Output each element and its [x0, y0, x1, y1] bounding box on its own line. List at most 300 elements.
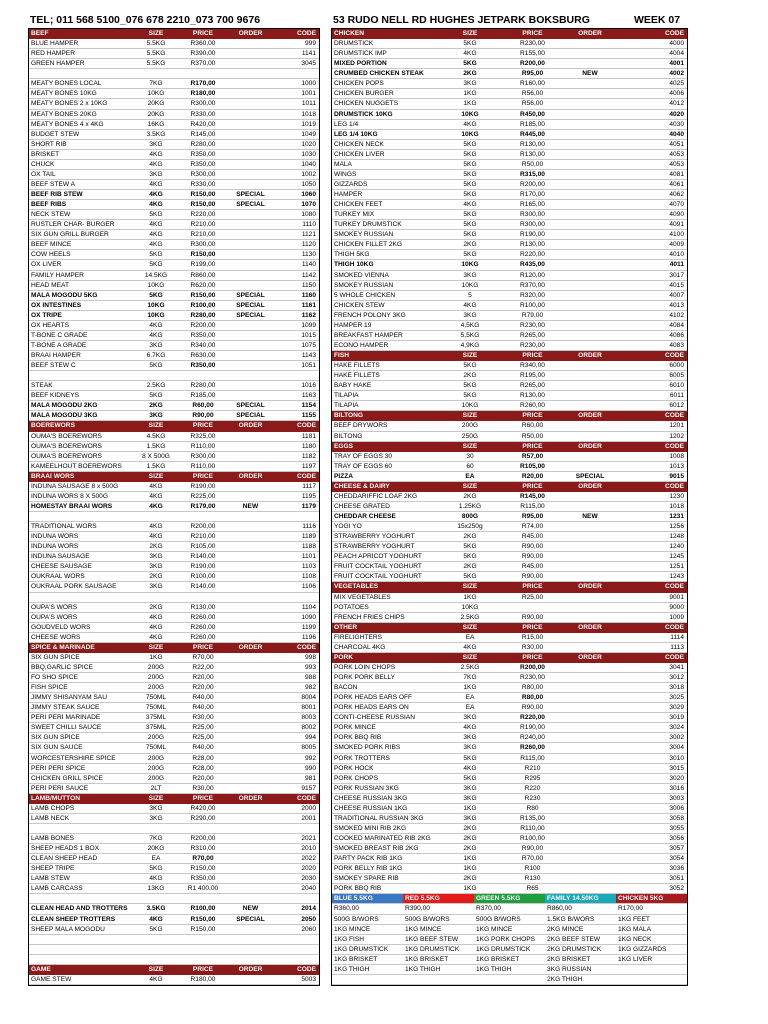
combo-content-item: 1KG FEET: [618, 915, 650, 923]
item-name: SHEEP MALA MOGODU: [31, 925, 105, 933]
item-order: [228, 774, 273, 783]
item-size: 3KG: [149, 341, 163, 349]
column-header: CODE: [296, 422, 316, 430]
item-size: 5KG: [149, 865, 163, 873]
item-order: [565, 633, 615, 642]
item-code: 1104: [301, 603, 316, 611]
item-order: [565, 844, 615, 853]
item-price: R220,00: [520, 714, 545, 722]
item-price: R300,00: [520, 211, 545, 219]
item-order: [228, 804, 273, 813]
item-price: R45,00: [521, 533, 544, 541]
blank-row: [29, 955, 319, 965]
item-order: [228, 361, 273, 370]
column-header: PRICE: [192, 965, 214, 973]
item-size: 200G: [147, 663, 165, 671]
item-order: [228, 512, 273, 521]
item-name: CHEESE RUSSIAN 3KG: [334, 794, 408, 802]
price-row: [29, 673, 319, 683]
combo-price: R860,00: [547, 905, 572, 913]
price-row: [332, 311, 687, 321]
item-size: 5KG: [463, 392, 477, 400]
item-price: R57,00: [521, 452, 544, 460]
item-price: R260,00: [190, 613, 216, 621]
item-size: 20KG: [147, 100, 165, 108]
item-code: 3016: [669, 784, 684, 792]
item-name: BRISKET: [31, 150, 60, 158]
item-size: 2KG: [463, 824, 477, 832]
price-row: [332, 210, 687, 220]
item-name: MALA: [334, 160, 352, 168]
item-price: R630,00: [190, 352, 216, 359]
item-name: [29, 371, 134, 380]
combo-content-item: 2KG BEEF STEW: [547, 935, 601, 943]
item-order: [228, 39, 273, 48]
item-code: 1070: [301, 201, 316, 209]
price-row: [332, 562, 687, 572]
item-price: R185,00: [520, 120, 545, 128]
column-header: PRICE: [192, 643, 214, 651]
item-order: [228, 230, 273, 239]
item-order: [565, 190, 615, 199]
item-name: INDUNA WORS: [31, 533, 79, 541]
item-order: [228, 281, 273, 290]
item-size: 5KG: [463, 362, 477, 370]
item-code: 9001: [669, 593, 684, 601]
item-price: R74,00: [521, 523, 544, 531]
item-price: R420,00: [190, 804, 216, 812]
item-size: 10KG: [147, 281, 165, 289]
item-code: 1106: [301, 583, 316, 591]
column-header: ORDER: [238, 643, 263, 651]
item-order: [228, 854, 273, 863]
item-code: 8001: [301, 704, 316, 712]
item-size: 1KG: [463, 90, 477, 98]
item-code: 1020: [301, 140, 316, 148]
item-price: R260,00: [520, 744, 545, 752]
item-price: R150,00: [190, 291, 216, 299]
item-order: [565, 834, 615, 843]
item-order: [228, 391, 273, 400]
price-row: [332, 381, 687, 391]
item-price: R115,00: [520, 502, 545, 510]
item-price: R150,00: [190, 865, 216, 873]
item-price: R260,00: [190, 623, 216, 631]
item-size: 750ML: [145, 694, 167, 702]
item-order: [565, 532, 615, 541]
column-header: CODE: [664, 482, 684, 490]
item-price: R110,00: [190, 442, 216, 450]
item-order: [228, 693, 273, 702]
item-price: R140,00: [190, 583, 216, 591]
item-order: [565, 754, 615, 763]
price-row: [332, 512, 687, 522]
section-header-row: [29, 472, 319, 482]
item-order: [228, 442, 273, 451]
item-size: 4KG: [149, 875, 163, 883]
column-header: PRICE: [522, 482, 543, 490]
item-price: R230: [524, 794, 541, 802]
item-name: HOMESTAY BRAAI WORS: [31, 502, 113, 510]
item-name: CHARCOAL 4KG: [334, 643, 386, 651]
item-name: SIX GUN SPICE: [31, 734, 80, 742]
price-row: [332, 522, 687, 532]
item-code: 6012: [669, 402, 684, 410]
item-name: BEEF DRYWORS: [334, 422, 388, 430]
item-code: 1130: [301, 251, 316, 259]
item-price: R45,00: [521, 563, 544, 571]
item-price: [178, 512, 228, 521]
item-name: CLEAN HEAD AND TROTTERS: [31, 905, 128, 913]
item-code: 6011: [669, 392, 684, 400]
item-price: R30,00: [192, 714, 214, 722]
column-header: SIZE: [148, 472, 164, 480]
item-size: 4KG: [149, 533, 163, 541]
item-order: [565, 391, 615, 400]
item-code: 1142: [301, 271, 316, 279]
item-order: [228, 754, 273, 763]
item-name: [29, 945, 134, 954]
price-row: [332, 633, 687, 643]
item-order: [565, 552, 615, 561]
item-code: 4012: [669, 100, 684, 108]
column-header: PRICE: [192, 472, 214, 480]
item-name: TRAY OF EGGS 30: [334, 452, 393, 460]
item-code: 1030: [301, 150, 316, 158]
item-name: SWEET CHILLI SAUCE: [31, 724, 102, 732]
price-row: [29, 452, 319, 462]
item-order: [565, 321, 615, 330]
item-size: 5KG: [463, 231, 477, 239]
price-row: [29, 492, 319, 502]
price-row: [29, 623, 319, 633]
column-header: PRICE: [192, 30, 214, 37]
column-header: ORDER: [578, 482, 602, 490]
price-row: [29, 814, 319, 824]
item-size: 60: [466, 462, 474, 470]
item-name: WINGS: [334, 170, 357, 178]
item-size: 4KG: [149, 180, 163, 188]
item-code: 1051: [301, 362, 316, 370]
item-code: [273, 69, 319, 78]
item-price: R20,00: [521, 472, 544, 480]
item-price: [178, 945, 228, 954]
price-row: [332, 180, 687, 190]
price-row: [332, 432, 687, 442]
item-size: 16KG: [147, 120, 165, 128]
item-code: 3002: [669, 734, 684, 742]
item-price: R50,00: [521, 160, 544, 168]
item-order: [228, 653, 273, 662]
item-size: 4KG: [149, 633, 163, 641]
item-order: [228, 140, 273, 149]
price-row: [332, 784, 687, 794]
item-name: MALA MOGODU 5KG: [31, 291, 98, 299]
item-price: R260,00: [520, 402, 545, 410]
item-code: 4006: [669, 90, 684, 98]
item-price: R200,00: [520, 663, 545, 671]
item-order: [565, 401, 615, 410]
column-header: LAMB/MUTTON: [31, 794, 80, 802]
item-size: 2KG: [463, 533, 477, 541]
combo-content-item: 3KG RUSSIAN: [547, 965, 592, 973]
price-row: [29, 844, 319, 854]
price-row: [332, 613, 687, 623]
item-order: [565, 291, 615, 300]
price-row: [332, 794, 687, 804]
section-header-row: [332, 442, 687, 452]
column-header: PRICE: [192, 422, 214, 430]
price-row: [332, 804, 687, 814]
price-row: [29, 170, 319, 180]
item-code: 1188: [301, 543, 316, 551]
item-size: 5: [468, 291, 472, 299]
combo-content-item: 500G B/WORS: [405, 915, 450, 923]
item-name: HAKE FILLETS: [334, 362, 380, 370]
item-code: 1180: [301, 442, 316, 450]
item-order: NEW: [242, 905, 259, 913]
price-row: [29, 462, 319, 472]
item-code: [273, 894, 319, 903]
price-row: [332, 502, 687, 512]
item-order: NEW: [582, 513, 598, 520]
item-order: [228, 170, 273, 179]
item-code: 1001: [301, 90, 316, 98]
item-order: [228, 250, 273, 259]
item-code: 6000: [669, 362, 684, 370]
price-row: [332, 693, 687, 703]
item-order: NEW: [582, 70, 598, 78]
item-size: 5.5KG: [146, 50, 166, 58]
item-price: R90,00: [521, 845, 544, 853]
item-code: 3029: [669, 704, 684, 712]
item-size: 3KG: [463, 311, 477, 319]
section-header-row: [29, 29, 319, 39]
price-row: [29, 764, 319, 774]
item-size: 2LT: [150, 784, 162, 792]
item-size: 200G: [147, 764, 165, 772]
item-code: 1018: [669, 502, 684, 510]
item-name: KAMEELHOUT BOEREWORS: [31, 462, 122, 470]
item-code: 1049: [301, 130, 316, 138]
item-name: BEEF MINCE: [31, 241, 72, 249]
item-code: 4090: [669, 211, 684, 219]
item-order: [228, 321, 273, 330]
price-row: [29, 552, 319, 562]
price-row: [332, 140, 687, 150]
price-row: [332, 552, 687, 562]
item-size: 4KG: [149, 221, 163, 229]
item-size: 5KG: [463, 573, 477, 581]
column-header: CHICKEN: [334, 30, 365, 37]
item-name: FIRELIGHTERS: [334, 633, 382, 641]
item-name: OX TRIPE: [31, 311, 62, 319]
item-size: 200G: [147, 754, 165, 762]
item-code: 4081: [669, 170, 684, 178]
item-size: 10KG: [461, 402, 479, 410]
item-size: 2KG: [463, 70, 477, 78]
item-size: [134, 512, 178, 521]
item-order: SPECIAL: [236, 915, 265, 923]
item-price: R60,00: [521, 422, 544, 430]
item-code: 2022: [301, 855, 316, 863]
item-price: R350,00: [190, 150, 216, 158]
item-size: 5KG: [463, 754, 477, 762]
item-code: 4002: [669, 70, 684, 78]
item-name: LAMB BONES: [31, 835, 74, 842]
item-code: 1008: [669, 452, 684, 460]
item-price: R200,00: [190, 835, 216, 842]
item-price: R90,00: [521, 613, 544, 621]
item-order: [565, 643, 615, 652]
item-size: 30: [466, 452, 474, 460]
column-header: ORDER: [238, 30, 263, 37]
item-price: R340,00: [190, 341, 216, 349]
combo-content-item: 1KG MINCE: [476, 925, 513, 933]
item-order: SPECIAL: [236, 191, 265, 198]
item-code: 1141: [301, 50, 316, 58]
item-order: [228, 381, 273, 390]
item-size: 5KG: [463, 170, 477, 178]
item-size: [134, 894, 178, 903]
item-order: [565, 784, 615, 793]
combo-content-row: [332, 975, 687, 985]
combo-content-row: [332, 965, 687, 975]
combo-content-item: 1KG LIVER: [618, 955, 653, 963]
item-name: CHICKEN STEW: [334, 301, 385, 309]
column-header: CODE: [296, 794, 316, 802]
column-header: SIZE: [462, 442, 478, 450]
item-name: FO SHO SPICE: [31, 674, 78, 681]
combo-content-item: 1KG MINCE: [405, 925, 442, 933]
item-size: EA: [465, 704, 475, 712]
item-order: [565, 120, 615, 129]
item-order: [565, 733, 615, 742]
item-code: 3025: [669, 694, 684, 702]
item-order: [565, 492, 615, 501]
column-header: CODE: [296, 643, 316, 651]
price-row: [29, 291, 319, 301]
item-code: 1231: [669, 513, 684, 520]
column-header: SIZE: [148, 794, 164, 802]
item-order: [228, 562, 273, 571]
item-order: [228, 572, 273, 581]
column-header: OTHER: [334, 623, 358, 631]
item-price: R120,00: [520, 271, 545, 279]
item-size: 15x250g: [457, 523, 483, 531]
item-code: 4011: [669, 261, 684, 269]
price-row: [29, 884, 319, 894]
combo-content-row: [332, 955, 687, 965]
item-order: [565, 371, 615, 380]
item-price: R40,00: [192, 694, 214, 702]
item-size: 3KG: [463, 714, 477, 722]
price-row: [29, 482, 319, 492]
column-header: PRICE: [522, 352, 543, 359]
item-name: TURKEY DRUMSTICK: [334, 221, 402, 229]
section-header-row: [332, 29, 687, 39]
item-name: MIXED PORTION: [334, 60, 387, 68]
price-row: [29, 190, 319, 200]
item-price: R70,00: [192, 855, 214, 863]
combo-content-item: 1KG BRISKET: [405, 955, 449, 963]
column-header: PRICE: [522, 30, 543, 37]
item-code: 4009: [669, 241, 684, 249]
price-row: [332, 864, 687, 874]
combo-content-item: 1KG MALA: [618, 925, 651, 933]
item-code: 3006: [669, 804, 684, 812]
item-order: SPECIAL: [236, 201, 265, 209]
combo-header-row: [332, 894, 687, 904]
item-order: [228, 884, 273, 893]
combo-content-item: 1KG DRUMSTICK: [334, 945, 389, 953]
item-order: [228, 935, 273, 944]
item-code: 1117: [302, 482, 316, 490]
item-size: 3KG: [149, 553, 163, 561]
item-name: SHEEP TRIPE: [31, 865, 75, 873]
combo-content-item: 2KG DRUMSTICK: [547, 945, 602, 953]
item-order: [565, 824, 615, 833]
item-size: 5KG: [463, 221, 477, 229]
item-name: NECK STEW: [31, 211, 71, 219]
item-code: 3017: [669, 271, 684, 279]
item-order: [565, 663, 615, 672]
item-order: [228, 351, 273, 360]
item-name: CHEDDARIFFIC LOAF 2KG: [334, 492, 418, 500]
item-code: 1110: [302, 221, 316, 229]
price-row: [29, 603, 319, 613]
item-name: SIX GUN SAUCE: [31, 744, 83, 752]
item-code: 1155: [301, 412, 316, 420]
price-row: [29, 653, 319, 663]
item-name: SHORT RIB: [31, 140, 67, 148]
combo-content-item: 1KG THIGH: [476, 965, 512, 973]
combo-content-item: 1KG BEEF STEW: [405, 935, 459, 943]
item-price: R370,00: [190, 60, 216, 68]
column-header: ORDER: [578, 623, 602, 631]
item-code: 8005: [301, 744, 316, 752]
item-size: 5KG: [463, 40, 477, 48]
item-code: 4010: [669, 251, 684, 259]
item-order: [228, 743, 273, 752]
price-row: [332, 824, 687, 834]
price-row: [332, 673, 687, 683]
item-code: 4000: [669, 40, 684, 48]
price-row: [29, 834, 319, 844]
item-code: 1011: [301, 100, 316, 108]
item-code: 4040: [669, 130, 684, 138]
item-name: BEEF KIDNEYS: [31, 392, 80, 400]
item-size: 4KG: [149, 331, 163, 339]
item-order: [565, 250, 615, 259]
item-size: 5KG: [149, 261, 163, 269]
price-row: [29, 99, 319, 109]
item-order: [565, 89, 615, 98]
item-code: 1103: [301, 563, 316, 571]
item-size: 20KG: [147, 110, 165, 118]
item-price: R60,00: [192, 402, 214, 410]
item-size: EA: [465, 633, 475, 641]
item-order: [228, 955, 273, 964]
item-size: 5KG: [463, 211, 477, 219]
item-price: R350,00: [190, 875, 216, 883]
item-price: R130,00: [520, 150, 545, 158]
price-row: [332, 230, 687, 240]
price-row: [29, 220, 319, 230]
item-code: 4053: [669, 160, 684, 168]
item-name: CHEESE WORS: [31, 633, 81, 641]
header-tel: TEL; 011 568 5100_076 678 2210_073 700 9676: [30, 14, 261, 26]
